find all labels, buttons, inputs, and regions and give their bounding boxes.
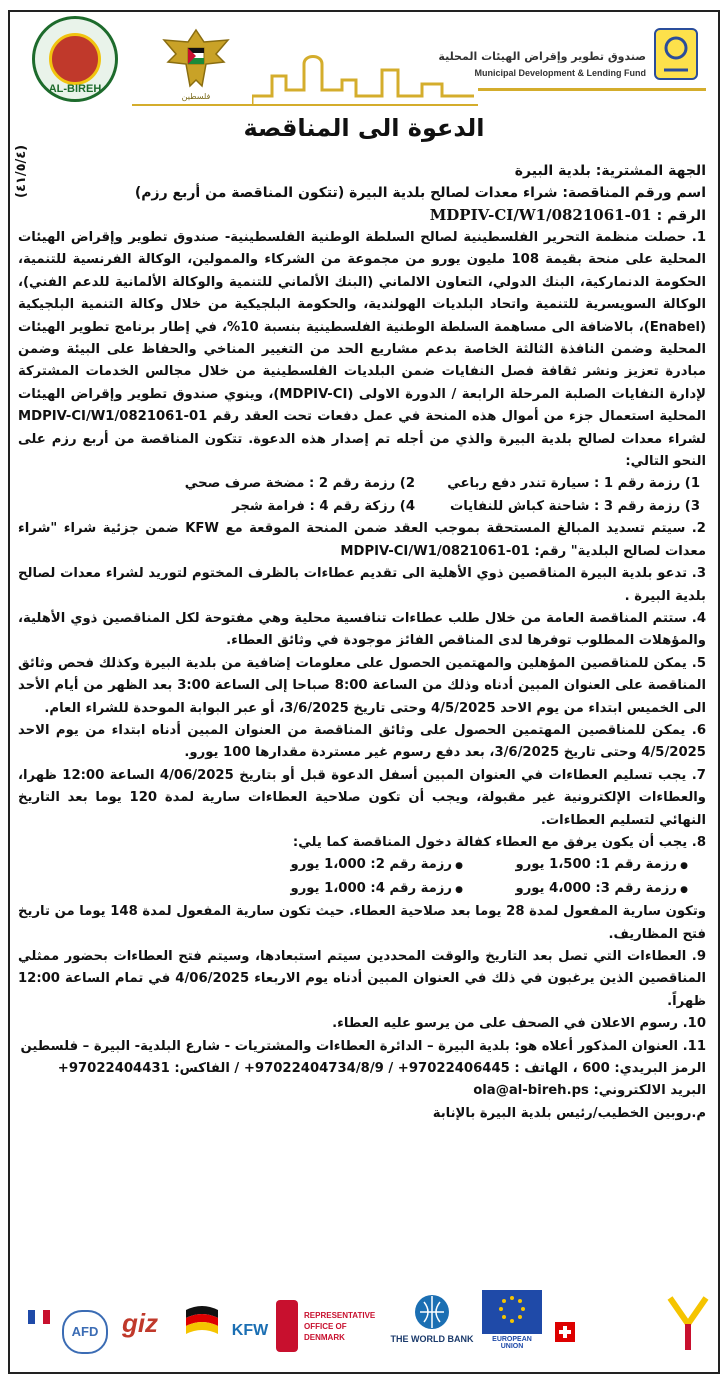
paragraph-4: 4. ستتم المناقصة العامة من خلال طلب عطاءات تنافسية محلية وهي مفتوحة لكل المناقصين ذوي الأهلية، والمؤهلات المطلوب توفرها لدى المناقص الفائز موجودة في وثائق العطاء. — [18, 610, 706, 649]
guarantee-list — [248, 854, 706, 901]
paragraph-8: 8. يجب أن يكون يرفق مع العطاء كفالة دخول المناقصة كما يلي: — [292, 834, 706, 850]
header-rule — [132, 104, 478, 106]
tender-number: الرقم : MDPIV-CI/W1/0821061-01 — [429, 206, 706, 224]
france-flag-logo — [14, 1310, 64, 1326]
paragraph-3: 3. تدعو بلدية البيرة المناقصين ذوي الأهلية الى تقديم عطاءات بالظرف المختوم لتوريد لشراء معدات لصالح بلدية البيرة . — [18, 566, 706, 604]
germany-flag-icon — [180, 1304, 224, 1340]
enabel-logo — [664, 1294, 712, 1356]
lots-list — [140, 473, 706, 518]
guarantee-item: ● رزمة رقم 2: 1،000 يورو — [248, 854, 463, 877]
lot-item: 2) رزمة رقم 2 : مضخة صرف صحي — [184, 476, 415, 492]
paragraph-5: 5. يمكن للمناقصين المؤهلين والمهتمين الحصول على معلومات إضافية من بلدية البيرة وكذلك فحص وثائق المناقصة على العنوان المبين أدناه وذلك من الساعة 8:00 صباحا إلى الساعة 3:00 بعد الظهر من أيام الأحد الى الخميس ابتداء من يوم الاحد 4/5/2025 وحتى تاريخ 3/6/2025، أو عبر البوابة الموحدة للشراء العام. — [18, 655, 706, 716]
paragraph-7: 7. يجب تسليم العطاءات في العنوان المبين أسفل الدعوة قبل أو بتاريخ 4/06/2025 الساعة 12:00 ظهرا، والعطاءات الإلكترونية غير مقبولة، ويجب أن تكون صلاحية العطاءات سارية لمدة 120 يوما بعد التاريخ النهائي لتسليم العطاءات. — [18, 767, 706, 828]
fund-name-english: Municipal Development & Lending Fund — [474, 68, 646, 78]
contact-email: البريد الالكتروني: ola@al-bireh.ps — [473, 1083, 706, 1099]
paragraph-2: 2. سيتم تسديد المبالغ المستحقة بموجب العقد ضمن المنحة الموقعة مع KFW ضمن جزئية شراء "شراء معدات لصالح البلدية" رقم: MDPIV-CI/W1/0821061-01 — [18, 521, 706, 559]
mdlf-logo — [654, 28, 698, 80]
donor-logos — [14, 1288, 714, 1368]
paragraph-1: 1. حصلت منظمة التحرير الفلسطينية لصالح السلطة الوطنية الفلسطينية- صندوق تطوير وإقراض الهيئات المحلية على منحة بقيمة 108 مليون يورو من مجموعة من الشركاء والممولين، الوكالة الفرنسية للتنمية، الحكومة الدنماركية، البنك الدولي، التعاون الالماني (البنك الألماني للتنمية والوكالة الألمانية للدعم الفني)، الوكالة السويسرية للتنمية واتحاد البلديات الهولندية، والحكومة البلجيكية من خلال وكالة التنمية البلجيكية (Enabel)، بالاضافة الى مساهمة السلطة الوطنية الفلسطينية بنسبة 10%، في إطار برنامج تطوير الهيئات المحلية وضمن النافذة الثالثة الخاصة بدعم مشاريع الحد من التغيير المناخي والحفاظ على البيئة وضمن مبادرة تعزيز ونشر ثقافة فصل النفايات ضمن البلديات الفلسطينية من خلال مجالس الخدمات المشتركة لإدارة النفايات الصلبة المرحلة الرابعة / الدورة الاولى (MDPIV-CI)، وينوي صندوق تطوير وإقراض الهيئات المحلية استعمال جزء من أموال هذه المنحة في عمل دفعات تحت العقد رقم MDPIV-CI/W1/0821061-01 لشراء معدات لصالح بلدية البيرة والذي من أجله تم إصدار هذه الدعوة. تتكون المناقصة من أربع رزم على النحو التالي: — [18, 230, 706, 470]
header-rule — [478, 88, 706, 91]
tender-name: اسم ورقم المناقصة: شراء معدات لصالح بلدية البيرة (تتكون المناقصة من أربع رزم) — [134, 185, 706, 201]
contact-phones: الرمز البريدي: 600 ، الهاتف : 97022406445+ / 97022404734/8/9+ / الفاكس: 97022404431+ — [57, 1061, 706, 1077]
world-bank-logo: THE WORLD BANK — [390, 1292, 474, 1344]
eagle-caption: فلسطين — [181, 92, 211, 101]
paragraph-6: 6. يمكن للمناقصين المهتمين الحصول على وثائق المناقصة من العنوان المبين أدناه ابتداء من يوم الاحد 4/5/2025 وحتى تاريخ 3/6/2025، بعد دفع رسوم غير مستردة مقدارها 100 يورو. — [18, 722, 706, 761]
giz-logo: giz — [121, 1308, 159, 1338]
lot-item: 1) رزمة رقم 1 : سيارة تندر دفع رباعي — [447, 476, 700, 492]
jerusalem-skyline-graphic — [252, 36, 474, 108]
albireh-logo: AL-BIREH — [32, 16, 118, 102]
guarantee-item: ● رزمة رقم 1: 1،500 يورو — [473, 854, 688, 877]
denmark-crest-icon — [276, 1300, 298, 1352]
eu-logo: EUROPEAN UNION — [480, 1290, 544, 1350]
ad-reference-number: (٤١/٥/٤) — [14, 144, 29, 198]
denmark-office-logo: REPRESENTATIVE OFFICE OF DENMARK — [304, 1311, 376, 1342]
guarantee-item: ● رزمة رقم 4: 1،000 يورو — [248, 878, 463, 901]
purchasing-entity: الجهة المشترية: بلدية البيرة — [514, 163, 706, 179]
lot-item: 4) رزكة رقم 4 : فرامة شجر — [232, 498, 415, 514]
kfw-logo: KFW — [231, 1322, 269, 1339]
tender-body — [18, 160, 706, 1125]
paragraph-10: 10. رسوم الاعلان في الصحف على من يرسو عليه العطاء. — [332, 1016, 706, 1032]
palestine-eagle-emblem — [158, 22, 234, 98]
page-title: الدعوة الى المناقصة — [243, 114, 485, 142]
afd-logo: AFD — [62, 1310, 108, 1354]
signature: م.روبين الخطيب/رئيس بلدية البيرة بالإنابة — [432, 1105, 706, 1121]
guarantee-item: ● رزمة رقم 3: 4،000 يورو — [473, 878, 688, 901]
paragraph-8-validity: وتكون سارية المفعول لمدة 28 يوما بعد صلاحية العطاء. حيث تكون سارية المفعول لمدة 148 يوما من تاريخ فتح المظاريف. — [18, 904, 706, 942]
paragraph-9: 9. العطاءات التي تصل بعد التاريخ والوقت المحددين سيتم استبعادها، وسيتم فتح العطاءات بحضور ممثلي المناقصين الذين يرغبون في ذلك في العنوان المبين أدناه يوم الاربعاء 4/06/2025 في تمام الساعة 12:00 ظهراً. — [18, 949, 706, 1009]
swiss-flag-icon — [554, 1322, 576, 1344]
paragraph-11: 11. العنوان المذكور أعلاه هو: بلدية البيرة – الدائرة العطاءات والمشتريات - شارع البلدية- البيرة – فلسطين — [20, 1038, 706, 1054]
fund-name-arabic: صندوق تطوير وإقراض الهيئات المحلية — [438, 50, 646, 63]
lot-item: 3) رزمة رقم 3 : شاحنة كباش للنفايات — [449, 498, 700, 514]
